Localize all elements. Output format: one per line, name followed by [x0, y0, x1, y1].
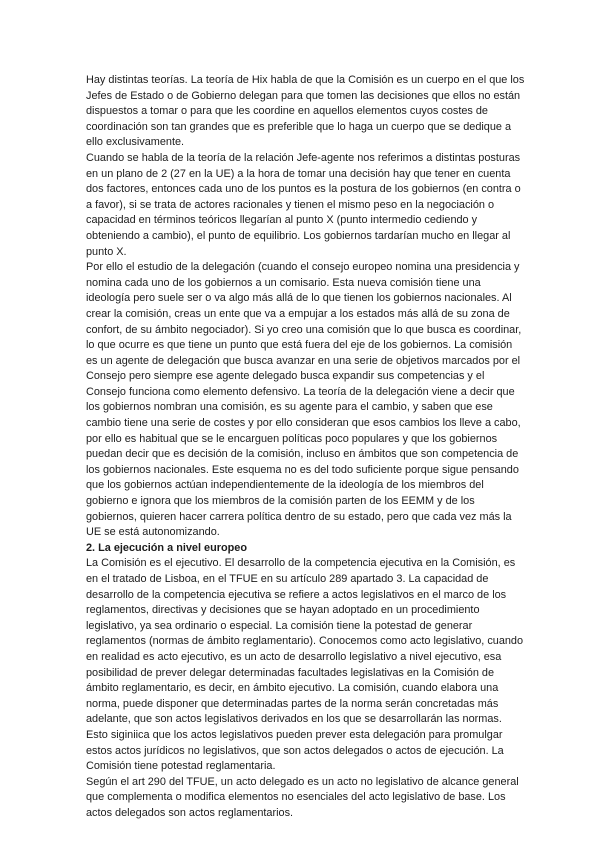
paragraph-executive-competence: La Comisión es el ejecutivo. El desarrollo de la competencia ejecutiva en la Comisión, es en el tratado de Lisboa, en el TFUE en su artículo 289 apartado 3. La capacidad de desarrollo de la competencia ejecutiva se refiere a actos legislativos en el marco de los reglamentos, directivas y decisiones que se hayan adoptado en un procedimiento legislativo, ya sea ordinario o especial. La comisión tiene la potestad de generar reglamentos (normas de ámbito reglamentario). Conocemos como acto legislativo, cuando en realidad es acto ejecutivo, es un acto de desarrollo legislativo a nivel ejecutivo, esa posibilidad de prever delegar determinadas facultades legislativas en la Comisión de ámbito reglamentario, es decir, en ámbito ejecutivo. La comisión, cuando elabora una norma, puede disponer que determinadas partes de la norma serán concretadas más adelante, que son actos legislativos derivados en los que se desarrollarán las normas. Esto siginiica que los actos legislativos pueden prever esta delegación para promulgar estos actos jurídicos no legislativos, que son actos delegados o actos de ejecución. La Comisión tiene potestad reglamentaria. [86, 557, 524, 773]
section-heading: 2. La ejecución a nivel europeo [86, 541, 247, 554]
paragraph-delegated-acts: Según el art 290 del TFUE, un acto delegado es un acto no legislativo de alcance general que complementa o modifica elementos no esenciales del acto legislativo de base. Los actos delegados son actos reglamentarios. [86, 775, 519, 819]
paragraph-delegation: Por ello el estudio de la delegación (cuando el consejo europeo nomina una presidencia y nomina cada uno de los gobiernos a un comisario. Esta nueva comisión tiene una ideología pero suele ser o va algo más allá de lo que tienen los gobiernos nacionales. Al crear la comisión, creas un ente que va a empujar a los estados más allá de su zona de confort, de su ámbito negociador). Si yo creo una comisión que lo que busca es coordinar, lo que ocurre es que tiene un punto que está fuera del eje de los gobiernos. La comisión es un agente de delegación que busca avanzar en una serie de objetivos marcados por el Consejo pero siempre ese agente delegado busca expandir sus competencias y el Consejo funciona como elemento defensivo. La teoría de la delegación viene a decir que los gobiernos nombran una comisión, es su agente para el cambio, y saben que ese cambio tiene una serie de costes y por ello consideran que esos cambios los lleve a cabo, por ello es habitual que se le encarguen políticas poco populares y que los gobiernos puedan decir que es decisión de la comisión, incluso en ámbitos que son competencia de los gobiernos nacionales. Este esquema no es del todo suficiente porque sigue pensando que los gobiernos actúan independientemente de la ideología de los miembros del gobierno e ignora que los miembros de la comisión parten de los EEMM y de los gobiernos, quieren hacer carrera política dentro de su estado, pero que cada vez más la UE se está autonomizando. [86, 261, 522, 539]
document-body [86, 73, 526, 822]
paragraph-principal-agent: Cuando se habla de la teoría de la relación Jefe-agente nos referimos a distintas posturas en un plano de 2 (27 en la UE) a la hora de tomar una decisión hay que tener en cuenta dos factores, entonces cada uno de los puntos es la postura de los gobiernos (en contra o a favor), si se trata de actores racionales y tienen el mismo peso en la negociación o capacidad en términos teóricos llegarían al punto X (punto intermedio cediendo y obteniendo a cambio), el punto de equilibrio. Los gobiernos tardarían mucho en llegar al punto X. [86, 151, 521, 258]
paragraph-hix-theory: Hay distintas teorías. La teoría de Hix habla de que la Comisión es un cuerpo en el que los Jefes de Estado o de Gobierno delegan para que tomen las decisiones que ellos no están dispuestos a tomar o para que les coordine en aquellos elementos cuyos costes de coordinación son tan grandes que es preferible que lo haga un cuerpo que se dedique a ello exclusivamente. [86, 74, 525, 149]
